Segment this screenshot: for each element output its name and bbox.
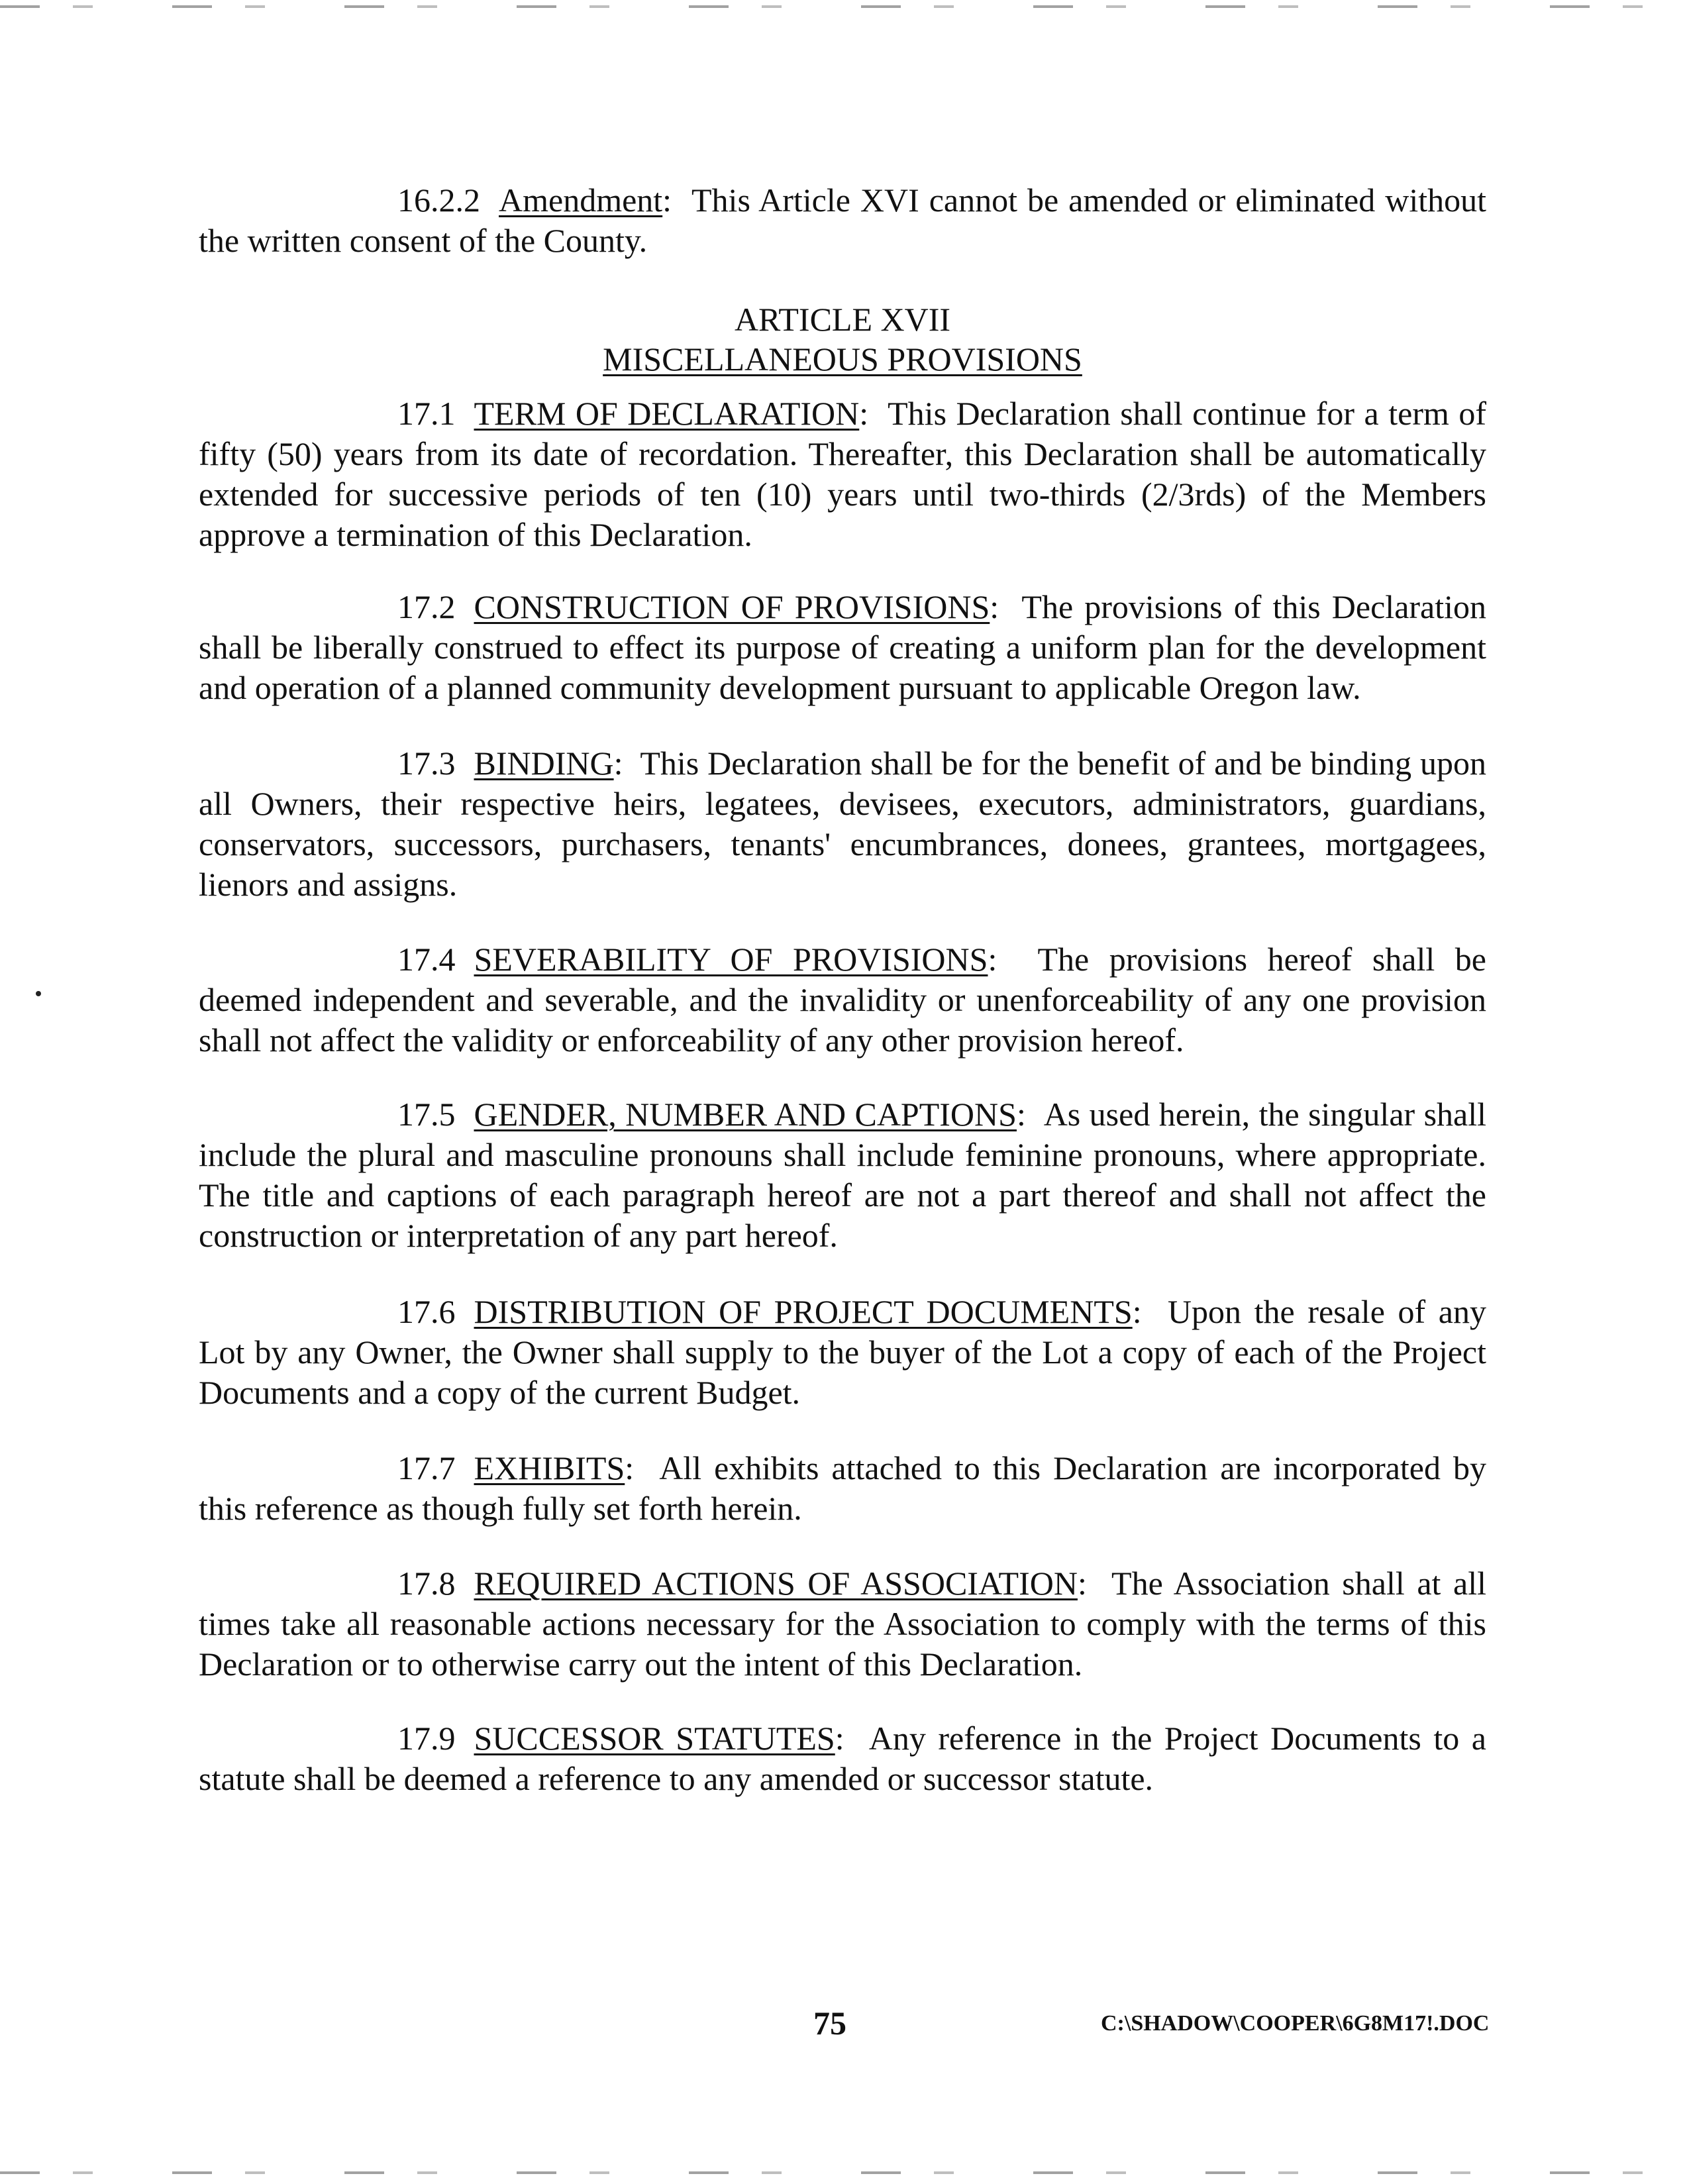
section-caption: EXHIBITS [474,1449,625,1486]
intro-paragraph: 16.2.2 Amendment: This Article XVI cannot be amended or eliminated without the written consent of the County. [199,182,1486,259]
scan-edge-bottom [0,2171,1685,2174]
section-text: The provisions hereof shall be deemed independent and severable, and the invalidity or unenforceability of any one provision shall not affect the validity or enforceability of any other provision hereof. [199,941,1486,1059]
article-subtitle: MISCELLANEOUS PROVISIONS [603,340,1082,378]
margin-mark-icon [36,991,41,996]
section-17-8: 17.8 REQUIRED ACTIONS OF ASSOCIATION: The Association shall at all times take all reasonable actions necessary for the Association to comply with the terms of this Declaration or to otherwise carry out the intent of this Declaration. [199,1565,1486,1683]
section-caption: BINDING [474,745,614,782]
section-number: 16.2.2 [397,182,480,219]
section-17-2: 17.2 CONSTRUCTION OF PROVISIONS: The provisions of this Declaration shall be liberally construed to effect its purpose of creating a uniform plan for the development and operation of a planned community development pursuant to applicable Oregon law. [199,588,1487,706]
section-number: 17.8 [397,1565,456,1602]
section-number: 17.1 [397,395,456,432]
section-text: Upon the resale of any Lot by any Owner, the Owner shall supply to the buyer of the Lot a copy of each of the Project Documents and a copy of the current Budget. [199,1293,1486,1411]
section-number: 17.2 [397,588,456,625]
section-text: This Declaration shall continue for a term of fifty (50) years from its date of recordation. Thereafter, this Declaration shall be automatically extended for successive periods of ten (10) years until two-thirds (2/3rds) of the Members approve a termination of this Declaration. [199,395,1486,553]
section-text: All exhibits attached to this Declaration are incorporated by this reference as though fully set forth herein. [199,1449,1487,1527]
section-text: The provisions of this Declaration shall be liberally construed to effect its purpose of creating a uniform plan for the development and operation of a planned community development pursuant to applicable Oregon law. [199,588,1487,706]
section-text: The Association shall at all times take all reasonable actions necessary for the Association to comply with the terms of this Declaration or to otherwise carry out the intent of this Declaration. [199,1565,1486,1683]
section-text: As used herein, the singular shall include the plural and masculine pronouns shall include feminine pronouns, where appropriate. The title and captions of each paragraph hereof are not a part thereof and shall not affect the construction or interpretation of any part hereof. [199,1096,1487,1254]
section-number: 17.3 [397,745,456,782]
section-text: Any reference in the Project Documents to a statute shall be deemed a reference to any amended or successor statute. [199,1720,1486,1797]
section-17-9: 17.9 SUCCESSOR STATUTES: Any reference in the Project Documents to a statute shall be deemed a reference to any amended or successor statute. [199,1720,1486,1797]
section-caption: SEVERABILITY OF PROVISIONS [474,941,988,978]
section-caption: SUCCESSOR STATUTES [474,1720,835,1757]
article-title: ARTICLE XVII [734,301,951,338]
section-caption: Amendment [499,182,663,219]
section-caption: DISTRIBUTION OF PROJECT DOCUMENTS [474,1293,1133,1330]
section-number: 17.6 [397,1293,456,1330]
section-number: 17.7 [397,1449,456,1486]
section-number: 17.9 [397,1720,456,1757]
section-text: This Article XVI cannot be amended or eliminated without the written consent of the County. [199,182,1486,259]
document-path: C:\SHADOW\COOPER\6G8M17!.DOC [1101,2011,1490,2036]
section-17-4: 17.4 SEVERABILITY OF PROVISIONS: The provisions hereof shall be deemed independent and severable, and the invalidity or unenforceability of any one provision shall not affect the validity or enforceability of any other provision hereof. [199,941,1486,1059]
section-17-7: 17.7 EXHIBITS: All exhibits attached to this Declaration are incorporated by this reference as though fully set forth herein. [199,1449,1487,1527]
section-caption: GENDER, NUMBER AND CAPTIONS [474,1096,1017,1133]
section-caption: TERM OF DECLARATION [474,395,860,432]
section-number: 17.4 [397,941,456,978]
section-caption: CONSTRUCTION OF PROVISIONS [474,588,990,625]
section-17-6: 17.6 DISTRIBUTION OF PROJECT DOCUMENTS: Upon the resale of any Lot by any Owner, the Owner shall supply to the buyer of the Lot a copy of each of the Project Documents and a copy of the current Budget. [199,1293,1486,1411]
section-caption: REQUIRED ACTIONS OF ASSOCIATION [474,1565,1078,1602]
section-17-3: 17.3 BINDING: This Declaration shall be for the benefit of and be binding upon all Owners, their respective heirs, legatees, devisees, executors, administrators, guardians, conservators, successors, purchasers, tenants' encumbrances, donees, grantees, mortgagees, lienors and assigns. [199,745,1486,903]
section-number: 17.5 [397,1096,456,1133]
section-text: This Declaration shall be for the benefit of and be binding upon all Owners, their respective heirs, legatees, devisees, executors, administrators, guardians, conservators, successors, purchasers, tenants' encumbrances, donees, grantees, mortgagees, lienors and assigns. [199,745,1486,903]
section-17-5: 17.5 GENDER, NUMBER AND CAPTIONS: As used herein, the singular shall include the plural and masculine pronouns shall include feminine pronouns, where appropriate. The title and captions of each paragraph hereof are not a part thereof and shall not affect the construction or interpretation of any part hereof. [199,1096,1487,1254]
section-17-1: 17.1 TERM OF DECLARATION: This Declaration shall continue for a term of fifty (50) years from its date of recordation. Thereafter, this Declaration shall be automatically extended for successive periods of ten (10) years until two-thirds (2/3rds) of the Members approve a termination of this Declaration. [199,395,1486,553]
page-number: 75 [813,2004,846,2042]
article-heading [199,299,1486,379]
